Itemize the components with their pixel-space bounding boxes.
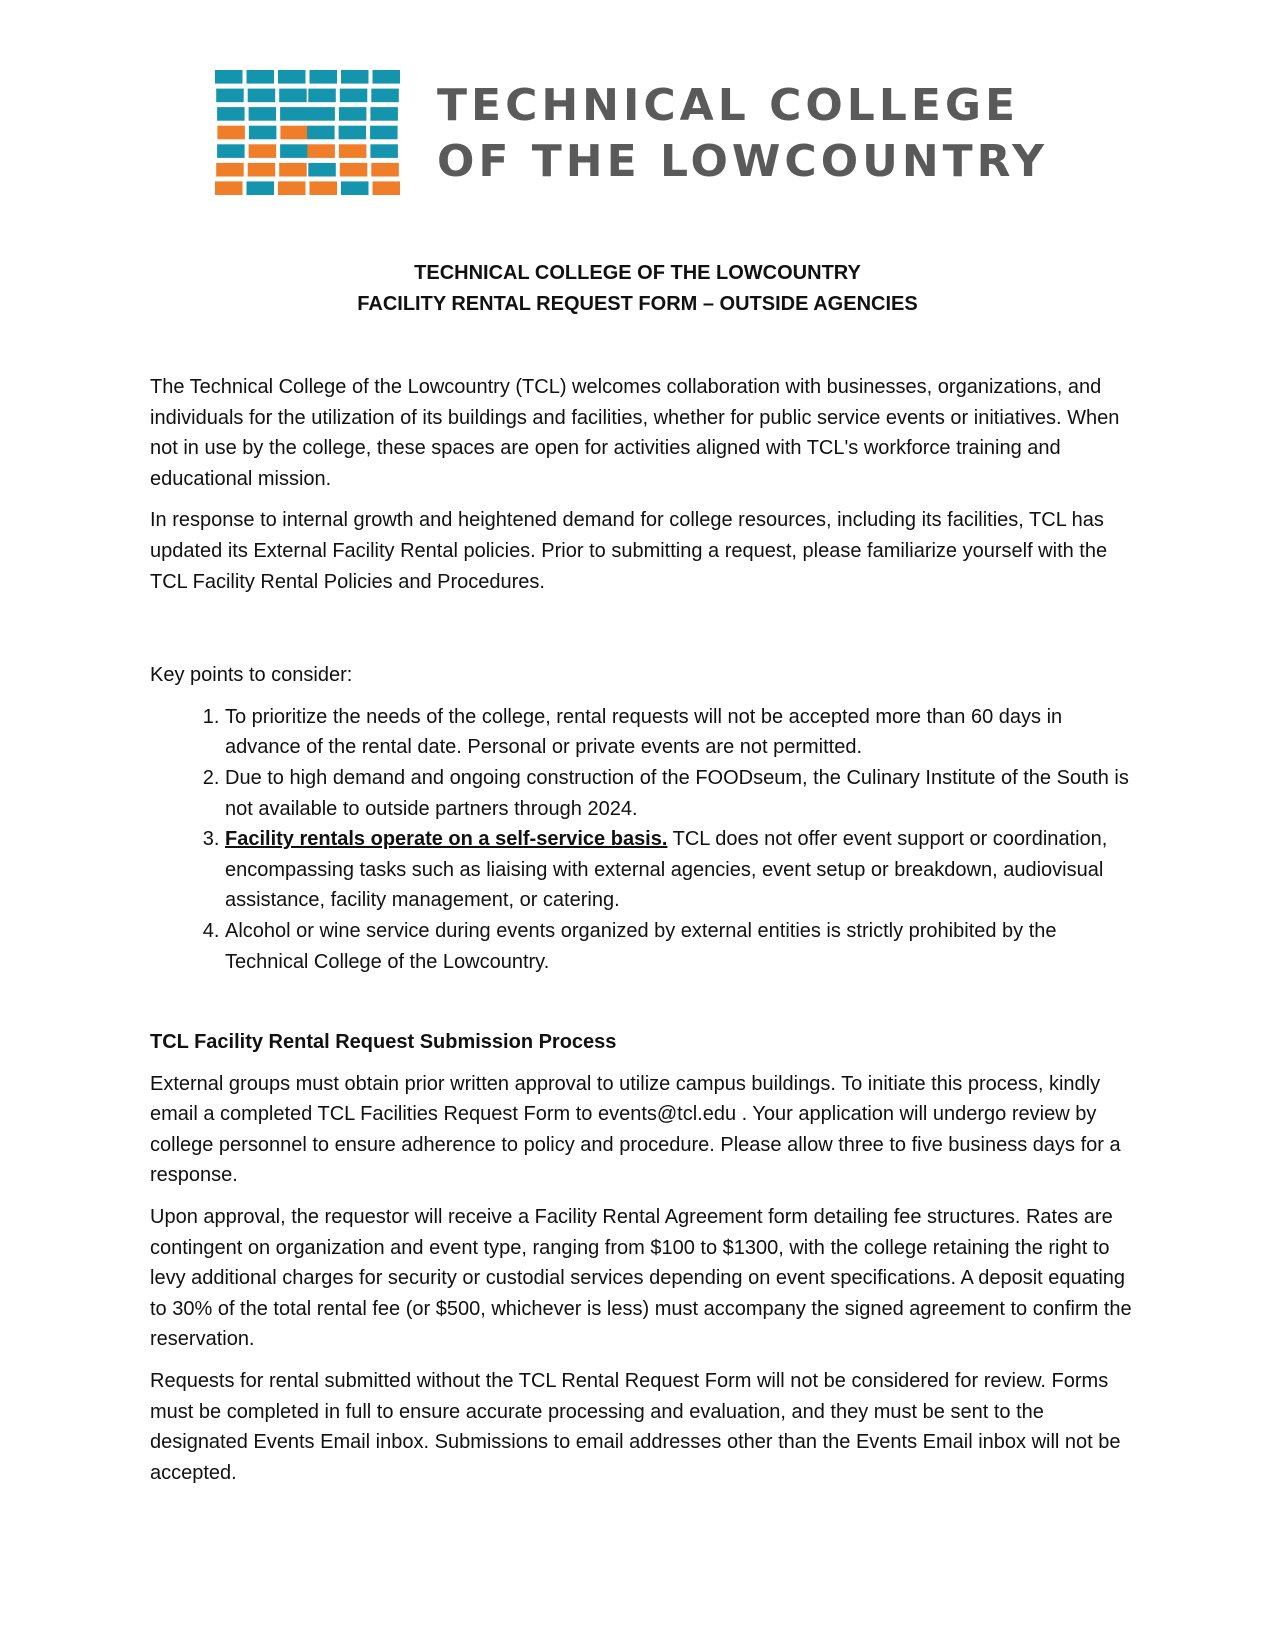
key-point-text: Due to high demand and ongoing construction of the FOODseum, the Culinary Institute of the South is not available to outside partners through 2024. <box>225 766 1129 820</box>
logo-tile <box>248 89 276 103</box>
logo-tile <box>371 89 399 103</box>
logo-tile <box>310 70 338 84</box>
logo-tile <box>307 107 335 121</box>
document-title <box>0 258 1275 320</box>
logo-tile <box>341 70 369 84</box>
key-point-1 <box>225 702 1135 763</box>
logo-tile <box>249 144 277 158</box>
key-point-emphasis: Facility rentals operate on a self-service basis. <box>225 828 668 851</box>
key-point-text: To prioritize the needs of the college, rental requests will not be accepted more than 60 days in advance of the rental date. Personal or private events are not permitted. <box>225 705 1063 759</box>
logo-tile <box>216 89 244 103</box>
logo-tile <box>248 163 276 177</box>
submission-paragraph-2: Upon approval, the requestor will receive a Facility Rental Agreement form detailing fee structures. Rates are contingent on organization and event type, ranging from $100 to $1300, with the college retaining the right to levy additional charges for security or custodial services depending on event specifications. A deposit equating to 30% of the total rental fee (or $500, whichever is less) must accompany the signed agreement to confirm the reservation. <box>150 1206 1132 1351</box>
logo-wordmark <box>437 78 1048 190</box>
logo-line-1: TECHNICAL COLLEGE <box>437 80 1020 131</box>
logo-tile <box>217 144 245 158</box>
submission-paragraph-3: Requests for rental submitted without the TCL Rental Request Form will not be considered for review. Forms must be completed in full to ensure accurate processing and evaluation, and they must be sent to the designated Events Email inbox. Submissions to email addresses other than the Events Email inbox will not be accepted. <box>150 1370 1121 1484</box>
logo-tile <box>339 144 367 158</box>
intro-paragraph-2: In response to internal growth and heightened demand for college resources, including its facilities, TCL has updated its External Facility Rental policies. Prior to submitting a request, please familiarize yourself with the TCL Facility Rental Policies and Procedures. <box>150 509 1108 593</box>
key-point-text: Alcohol or wine service during events organized by external entities is strictly prohibited by the Technical College of the Lowcountry. <box>225 919 1057 973</box>
logo-tile <box>278 181 306 195</box>
logo-tile <box>373 70 401 84</box>
logo-tile <box>307 144 335 158</box>
logo-tile <box>307 126 335 140</box>
logo-tile <box>308 89 336 103</box>
logo-tile <box>278 70 306 84</box>
key-point-2 <box>225 763 1135 824</box>
logo-tile <box>370 107 398 121</box>
logo-tile <box>280 126 308 140</box>
logo-tile <box>371 163 399 177</box>
logo-tile <box>217 126 245 140</box>
key-points-label: Key points to consider: <box>150 664 353 687</box>
key-point-text: TCL does not offer event support or coordination, encompassing tasks such as liaising with external agencies, event setup or breakdown, audiovisual assistance, facility management, or catering. <box>225 828 1108 912</box>
title-line-2: FACILITY RENTAL REQUEST FORM – OUTSIDE AGENCIES <box>357 293 918 315</box>
logo-tile <box>279 163 307 177</box>
logo-grid-mark <box>215 70 400 195</box>
logo-tile <box>340 89 368 103</box>
logo-tile <box>339 107 367 121</box>
logo-tile <box>216 163 244 177</box>
logo-tile <box>341 181 369 195</box>
college-logo <box>215 70 1070 195</box>
logo-tile <box>339 126 367 140</box>
intro-paragraph-1: The Technical College of the Lowcountry (TCL) welcomes collaboration with businesses, organizations, and individuals for the utilization of its buildings and facilities, whether for public service events or initiatives. When not in use by the college, these spaces are open for activities aligned with TCL's workforce training and educational mission. <box>150 376 1120 490</box>
logo-tile <box>279 89 307 103</box>
logo-tile <box>373 181 401 195</box>
key-point-3 <box>225 824 1135 916</box>
document-body <box>150 372 1135 1499</box>
logo-tile <box>340 163 368 177</box>
logo-tile <box>280 107 308 121</box>
logo-tile <box>249 107 277 121</box>
logo-tile <box>215 181 243 195</box>
title-line-1: TECHNICAL COLLEGE OF THE LOWCOUNTRY <box>414 262 861 284</box>
submission-paragraph-1: External groups must obtain prior written approval to utilize campus buildings. To initiate this process, kindly email a completed TCL Facilities Request Form to events@tcl.edu . Your application will undergo review by college personnel to ensure adherence to policy and procedure. Please allow three to five business days for a response. <box>150 1072 1121 1187</box>
logo-tile <box>249 126 277 140</box>
logo-tile <box>247 181 275 195</box>
logo-tile <box>215 70 243 84</box>
logo-line-2: OF THE LOWCOUNTRY <box>437 136 1048 187</box>
key-point-4 <box>225 916 1135 977</box>
key-points-list <box>150 702 1135 977</box>
logo-tile <box>310 181 338 195</box>
logo-tile <box>308 163 336 177</box>
logo-tile <box>217 107 245 121</box>
logo-tile <box>370 144 398 158</box>
logo-tile <box>280 144 308 158</box>
logo-tile <box>247 70 275 84</box>
logo-tile <box>370 126 398 140</box>
submission-heading: TCL Facility Rental Request Submission Process <box>150 1031 617 1054</box>
